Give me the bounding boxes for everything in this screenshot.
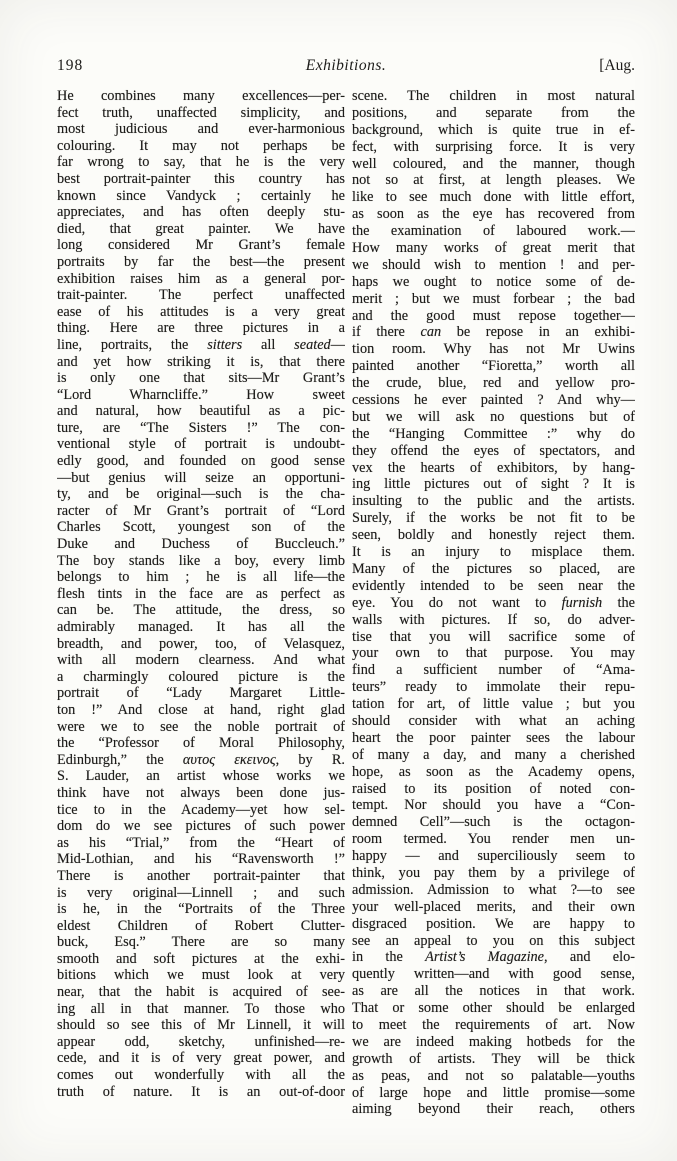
text-line: appreciates, and has often deeply stu-: [57, 204, 345, 221]
text-line: tation for art, of little value ; but you: [352, 696, 635, 713]
text-line: your own to that purpose. You may: [352, 645, 635, 662]
text-line: fect, with surprising force. It is very: [352, 138, 635, 155]
text-line: disgraced position. We are happy to: [352, 915, 635, 932]
text-line: tise that you will sacrifice some of: [352, 628, 635, 645]
text-line: haps we ought to notice some of de-: [352, 273, 635, 290]
text-line: see an appeal to you on this subject: [352, 932, 635, 949]
text-line: raised to its position of noted con-: [352, 780, 635, 797]
text-line: fect truth, unaffected simplicity, and: [57, 104, 345, 121]
text-line: admission. Admission to what ?—to see: [352, 881, 635, 898]
text-line: as peas, and not so palatable—youths: [352, 1067, 635, 1084]
text-line: eye. You do not want to furnish the: [352, 594, 635, 611]
text-line: near, that the habit is acquired of see-: [57, 984, 345, 1001]
text-line: quently written—and with good sense,: [352, 966, 635, 983]
text-line: is very original—Linnell ; and such: [57, 884, 345, 901]
page-number: 198: [57, 57, 84, 74]
text-line: racter of Mr Grant’s portrait of “Lord: [57, 502, 345, 519]
text-line: positions, and separate from the: [352, 104, 635, 121]
text-line: teurs” ready to immolate their repu-: [352, 679, 635, 696]
text-line: the examination of laboured work.—: [352, 223, 635, 240]
text-line: admirably managed. It has all the: [57, 619, 345, 635]
text-line: insulting to the public and the artists.: [352, 493, 635, 510]
page-title: Exhibitions.: [305, 57, 387, 74]
text-line: they offend the eyes of spectators, and: [352, 442, 635, 459]
text-line: and natural, how beautiful as a pic-: [57, 403, 345, 420]
text-line: flesh tints in the face are as perfect as: [57, 585, 345, 602]
text-line: in the Artist’s Magazine, and elo-: [352, 949, 635, 966]
text-line: think, you pay them by a privilege of: [352, 864, 635, 881]
text-line: tempt. Nor should you have a “Con-: [352, 797, 635, 814]
text-line: died, that great painter. We have: [57, 220, 345, 237]
text-line: long considered Mr Grant’s female: [57, 237, 345, 254]
text-line: That or some other should be enlarged: [352, 1000, 635, 1017]
text-line: How many works of great merit that: [352, 240, 635, 257]
text-line: dom do we see pictures of such power: [57, 818, 345, 835]
text-line: far wrong to say, that he is the very: [57, 154, 345, 171]
text-line: ing all in that manner. To those who: [57, 1000, 345, 1017]
text-line: find a sufficient number of “Ama-: [352, 662, 635, 679]
text-line: buck, Esq.” There are so many: [57, 934, 345, 951]
text-line: “Lord Wharncliffe.” How sweet: [57, 386, 345, 403]
issue-date-marker: [Aug.: [599, 57, 635, 74]
text-line: is only one that sits—Mr Grant’s: [57, 370, 345, 387]
text-line: Surely, if the works be not fit to be: [352, 510, 635, 527]
text-line: known since Vandyck ; certainly he: [57, 187, 345, 204]
text-line: walls with pictures. If so, do adver-: [352, 611, 635, 628]
text-line: scene. The children in most natural: [352, 88, 635, 104]
text-line: the “Professor of Moral Philosophy,: [57, 735, 345, 752]
text-line: Charles Scott, youngest son of the: [57, 519, 345, 536]
text-line: most judicious and ever-harmonious: [57, 121, 345, 138]
text-line: thing. Here are three pictures in a: [57, 320, 345, 337]
text-line: edly good, and founded on good sense: [57, 453, 345, 470]
text-line: bitions which we must look at very: [57, 967, 345, 984]
left-column: [57, 88, 345, 1118]
text-line: your well-placed merits, and their own: [352, 898, 635, 915]
text-line: ty, and be original—such is the cha-: [57, 486, 345, 503]
text-line: as are all the notices in that work.: [352, 983, 635, 1000]
text-line: as his “Trial,” from the “Heart of: [57, 834, 345, 851]
text-line: ventional style of portrait is undoubt-: [57, 436, 345, 453]
text-line: a charmingly coloured picture is the: [57, 668, 345, 685]
text-line: should so see this of Mr Linnell, it will: [57, 1017, 345, 1034]
text-line: ease of his attitudes is a very great: [57, 303, 345, 320]
text-line: truth of nature. It is an out-of-door: [57, 1083, 345, 1100]
text-line: room termed. You render men un-: [352, 831, 635, 848]
text-line: were we to see the noble portrait of: [57, 718, 345, 735]
text-columns: [57, 88, 635, 1118]
text-line: Edinburgh,” the αυτος εκεινος, by R.: [57, 751, 345, 768]
text-line: cessions he ever painted ? And why—: [352, 392, 635, 409]
text-line: tion room. Why has not Mr Uwins: [352, 341, 635, 358]
text-line: and yet how striking it is, that there: [57, 353, 345, 370]
text-line: the “Hanging Committee :” why do: [352, 425, 635, 442]
text-line: portraits by far the best—the present: [57, 253, 345, 270]
text-line: can be. The attitude, the dress, so: [57, 602, 345, 619]
text-line: but we will ask no questions but of: [352, 408, 635, 425]
text-line: Many of the pictures so placed, are: [352, 560, 635, 577]
text-line: comes out wonderfully with all the: [57, 1067, 345, 1084]
text-line: There is another portrait-painter that: [57, 867, 345, 884]
text-line: like to see much done with little effort,: [352, 189, 635, 206]
text-line: happy — and superciliously seem to: [352, 848, 635, 865]
text-line: and the good must repose together—: [352, 307, 635, 324]
running-head: [57, 57, 635, 75]
text-line: with all modern clearness. And what: [57, 652, 345, 669]
text-line: aiming beyond their reach, others: [352, 1101, 635, 1118]
text-line: He combines many excellences—per-: [57, 88, 345, 104]
text-line: ture, are “The Sisters !” The con-: [57, 419, 345, 436]
text-line: eldest Children of Robert Clutter-: [57, 917, 345, 934]
text-line: merit ; but we must forbear ; the bad: [352, 290, 635, 307]
text-line: as soon as the eye has recovered from: [352, 206, 635, 223]
text-line: not so at first, at length pleases. We: [352, 172, 635, 189]
text-line: Mid-Lothian, and his “Ravensworth !”: [57, 851, 345, 868]
text-line: should consider with what an aching: [352, 712, 635, 729]
text-line: vex the hearts of exhibitors, by hang-: [352, 459, 635, 476]
text-line: background, which is quite true in ef-: [352, 121, 635, 138]
text-line: of many a day, and many a cherished: [352, 746, 635, 763]
text-line: line, portraits, the sitters all seated—: [57, 336, 345, 353]
text-line: the crude, blue, red and yellow pro-: [352, 375, 635, 392]
text-line: ing little pictures out of sight ? It is: [352, 476, 635, 493]
text-line: —but genius will seize an opportuni-: [57, 469, 345, 486]
text-line: growth of artists. They will be thick: [352, 1050, 635, 1067]
text-line: ton !” And close at hand, right glad: [57, 701, 345, 718]
text-line: cede, and it is of very great power, and: [57, 1050, 345, 1067]
text-line: portrait of “Lady Margaret Little-: [57, 685, 345, 702]
text-line: hope, as soon as the Academy opens,: [352, 763, 635, 780]
text-line: demned Cell”—such is the octagon-: [352, 814, 635, 831]
text-line: best portrait-painter this country has: [57, 170, 345, 187]
text-line: we should wish to mention ! and per-: [352, 256, 635, 273]
text-line: It is an injury to misplace them.: [352, 544, 635, 561]
text-line: painted another “Fioretta,” worth all: [352, 358, 635, 375]
text-line: think have not always been done jus-: [57, 784, 345, 801]
text-line: well coloured, and the manner, though: [352, 155, 635, 172]
text-line: tice to in the Academy—yet how sel-: [57, 801, 345, 818]
text-line: trait-painter. The perfect unaffected: [57, 287, 345, 304]
text-line: smooth and soft pictures at the exhi-: [57, 950, 345, 967]
text-line: The boy stands like a boy, every limb: [57, 552, 345, 569]
text-line: S. Lauder, an artist whose works we: [57, 768, 345, 785]
text-line: is he, in the “Portraits of the Three: [57, 901, 345, 918]
text-line: of large hope and little promise—some: [352, 1084, 635, 1101]
text-line: colouring. It may not perhaps be: [57, 137, 345, 154]
text-line: appear odd, sketchy, unfinished—re-: [57, 1033, 345, 1050]
text-line: we are indeed making hotbeds for the: [352, 1033, 635, 1050]
text-line: heart the poor painter sees the labour: [352, 729, 635, 746]
text-line: to meet the requirements of art. Now: [352, 1016, 635, 1033]
text-line: seen, boldly and honestly reject them.: [352, 527, 635, 544]
text-line: if there can be repose in an exhibi-: [352, 324, 635, 341]
text-line: breadth, and power, too, of Velasquez,: [57, 635, 345, 652]
right-column: [352, 88, 635, 1118]
text-line: exhibition raises him as a general por-: [57, 270, 345, 287]
text-line: evidently intended to be seen near the: [352, 577, 635, 594]
text-line: belongs to him ; he is all life—the: [57, 569, 345, 586]
text-line: Duke and Duchess of Buccleuch.”: [57, 536, 345, 553]
